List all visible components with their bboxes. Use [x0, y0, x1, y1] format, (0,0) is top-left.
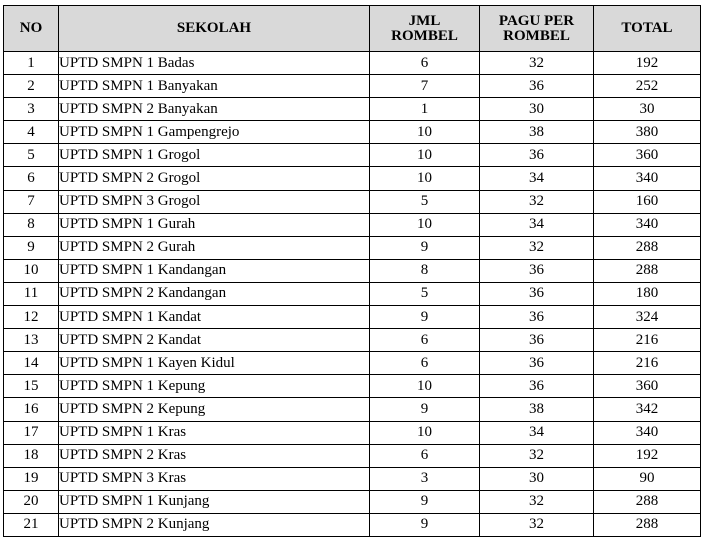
cell-pagu-per-rombel: 36	[480, 329, 594, 352]
header-no: NO	[4, 6, 59, 52]
cell-pagu-per-rombel: 36	[480, 75, 594, 98]
table-row	[4, 329, 701, 352]
cell-jml-rombel: 10	[370, 144, 480, 167]
cell-total: 252	[594, 75, 701, 98]
cell-pagu-per-rombel: 30	[480, 467, 594, 490]
cell-sekolah: UPTD SMPN 3 Grogol	[59, 190, 370, 213]
cell-sekolah: UPTD SMPN 1 Kandangan	[59, 259, 370, 282]
cell-jml-rombel: 10	[370, 213, 480, 236]
cell-pagu-per-rombel: 34	[480, 421, 594, 444]
cell-no: 12	[4, 306, 59, 329]
cell-jml-rombel: 5	[370, 190, 480, 213]
cell-total: 340	[594, 421, 701, 444]
cell-pagu-per-rombel: 34	[480, 213, 594, 236]
cell-total: 360	[594, 375, 701, 398]
cell-no: 1	[4, 52, 59, 75]
table-row	[4, 236, 701, 259]
header-pagu-per-rombel	[480, 6, 594, 52]
cell-total: 288	[594, 259, 701, 282]
cell-sekolah: UPTD SMPN 2 Kandangan	[59, 282, 370, 305]
cell-sekolah: UPTD SMPN 2 Kunjang	[59, 513, 370, 536]
table-row	[4, 52, 701, 75]
cell-total: 340	[594, 167, 701, 190]
cell-jml-rombel: 5	[370, 282, 480, 305]
cell-pagu-per-rombel: 32	[480, 190, 594, 213]
table-row	[4, 352, 701, 375]
cell-jml-rombel: 9	[370, 236, 480, 259]
header-jml-rombel	[370, 6, 480, 52]
cell-jml-rombel: 6	[370, 329, 480, 352]
cell-no: 17	[4, 421, 59, 444]
cell-pagu-per-rombel: 36	[480, 144, 594, 167]
cell-jml-rombel: 6	[370, 444, 480, 467]
cell-no: 14	[4, 352, 59, 375]
cell-sekolah: UPTD SMPN 2 Kepung	[59, 398, 370, 421]
cell-jml-rombel: 10	[370, 375, 480, 398]
table-row	[4, 306, 701, 329]
cell-jml-rombel: 3	[370, 467, 480, 490]
cell-jml-rombel: 10	[370, 121, 480, 144]
table-row	[4, 467, 701, 490]
table-row	[4, 490, 701, 513]
cell-pagu-per-rombel: 32	[480, 444, 594, 467]
cell-total: 30	[594, 98, 701, 121]
cell-total: 160	[594, 190, 701, 213]
cell-no: 21	[4, 513, 59, 536]
table-row	[4, 98, 701, 121]
cell-sekolah: UPTD SMPN 1 Kunjang	[59, 490, 370, 513]
cell-sekolah: UPTD SMPN 2 Gurah	[59, 236, 370, 259]
cell-total: 180	[594, 282, 701, 305]
cell-jml-rombel: 9	[370, 306, 480, 329]
cell-sekolah: UPTD SMPN 1 Kayen Kidul	[59, 352, 370, 375]
cell-pagu-per-rombel: 36	[480, 306, 594, 329]
table-row	[4, 421, 701, 444]
table-row	[4, 190, 701, 213]
cell-jml-rombel: 1	[370, 98, 480, 121]
cell-sekolah: UPTD SMPN 1 Gampengrejo	[59, 121, 370, 144]
cell-pagu-per-rombel: 30	[480, 98, 594, 121]
cell-pagu-per-rombel: 34	[480, 167, 594, 190]
cropped-caption-fragment	[0, 0, 705, 4]
table-row	[4, 282, 701, 305]
cell-total: 340	[594, 213, 701, 236]
cell-sekolah: UPTD SMPN 3 Kras	[59, 467, 370, 490]
cell-jml-rombel: 6	[370, 52, 480, 75]
cell-no: 10	[4, 259, 59, 282]
table-row	[4, 259, 701, 282]
cell-no: 3	[4, 98, 59, 121]
table-row	[4, 75, 701, 98]
cell-no: 15	[4, 375, 59, 398]
cell-total: 380	[594, 121, 701, 144]
header-row	[4, 6, 701, 52]
table-row	[4, 167, 701, 190]
cell-no: 2	[4, 75, 59, 98]
cell-jml-rombel: 6	[370, 352, 480, 375]
cell-pagu-per-rombel: 36	[480, 352, 594, 375]
cell-sekolah: UPTD SMPN 1 Grogol	[59, 144, 370, 167]
header-total: TOTAL	[594, 6, 701, 52]
cell-sekolah: UPTD SMPN 2 Banyakan	[59, 98, 370, 121]
cell-pagu-per-rombel: 32	[480, 513, 594, 536]
cell-no: 11	[4, 282, 59, 305]
cell-sekolah: UPTD SMPN 1 Kandat	[59, 306, 370, 329]
table-header	[4, 6, 701, 52]
table-row	[4, 375, 701, 398]
cell-pagu-per-rombel: 32	[480, 52, 594, 75]
cell-sekolah: UPTD SMPN 2 Kandat	[59, 329, 370, 352]
cell-total: 192	[594, 52, 701, 75]
table-row	[4, 213, 701, 236]
cell-pagu-per-rombel: 36	[480, 282, 594, 305]
cell-no: 20	[4, 490, 59, 513]
cell-no: 6	[4, 167, 59, 190]
cell-no: 8	[4, 213, 59, 236]
cell-no: 5	[4, 144, 59, 167]
header-pagu-line1: PAGU PER	[498, 12, 575, 29]
cell-jml-rombel: 8	[370, 259, 480, 282]
table-row	[4, 121, 701, 144]
cell-jml-rombel: 9	[370, 513, 480, 536]
cell-total: 360	[594, 144, 701, 167]
cell-jml-rombel: 9	[370, 490, 480, 513]
table-row	[4, 398, 701, 421]
table-body	[4, 52, 701, 537]
cell-jml-rombel: 10	[370, 167, 480, 190]
cell-pagu-per-rombel: 36	[480, 259, 594, 282]
cell-total: 288	[594, 490, 701, 513]
cell-total: 288	[594, 513, 701, 536]
cell-jml-rombel: 10	[370, 421, 480, 444]
header-sekolah: SEKOLAH	[59, 6, 370, 52]
cell-no: 19	[4, 467, 59, 490]
cell-no: 4	[4, 121, 59, 144]
table-row	[4, 444, 701, 467]
cell-sekolah: UPTD SMPN 2 Grogol	[59, 167, 370, 190]
cell-no: 16	[4, 398, 59, 421]
cell-total: 216	[594, 329, 701, 352]
cell-no: 9	[4, 236, 59, 259]
cell-sekolah: UPTD SMPN 1 Gurah	[59, 213, 370, 236]
cell-total: 288	[594, 236, 701, 259]
cell-total: 342	[594, 398, 701, 421]
cell-sekolah: UPTD SMPN 1 Badas	[59, 52, 370, 75]
header-jml-rombel-line1: JML	[408, 12, 441, 29]
header-pagu-line2: ROMBEL	[503, 27, 570, 44]
cell-total: 324	[594, 306, 701, 329]
cell-no: 7	[4, 190, 59, 213]
cell-no: 18	[4, 444, 59, 467]
cell-pagu-per-rombel: 32	[480, 236, 594, 259]
school-quota-table	[3, 5, 701, 537]
cell-pagu-per-rombel: 38	[480, 398, 594, 421]
cell-total: 216	[594, 352, 701, 375]
table-row	[4, 513, 701, 536]
cell-pagu-per-rombel: 38	[480, 121, 594, 144]
cell-pagu-per-rombel: 36	[480, 375, 594, 398]
cell-pagu-per-rombel: 32	[480, 490, 594, 513]
cell-jml-rombel: 9	[370, 398, 480, 421]
header-jml-rombel-line2: ROMBEL	[391, 27, 458, 44]
cell-sekolah: UPTD SMPN 2 Kras	[59, 444, 370, 467]
table-row	[4, 144, 701, 167]
cell-sekolah: UPTD SMPN 1 Kras	[59, 421, 370, 444]
cell-sekolah: UPTD SMPN 1 Kepung	[59, 375, 370, 398]
cell-no: 13	[4, 329, 59, 352]
cell-jml-rombel: 7	[370, 75, 480, 98]
cell-total: 90	[594, 467, 701, 490]
cell-total: 192	[594, 444, 701, 467]
cell-sekolah: UPTD SMPN 1 Banyakan	[59, 75, 370, 98]
